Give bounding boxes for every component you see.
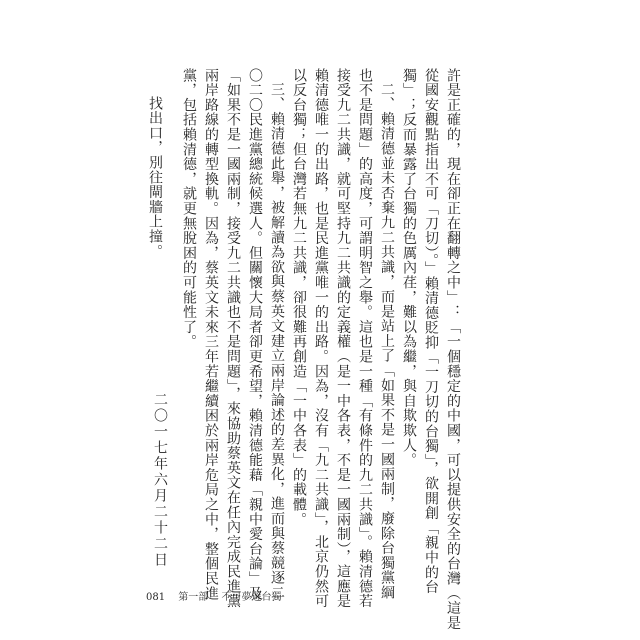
text-line: 找出口，別往閘牆上撞。 xyxy=(147,96,163,259)
text-line: 二、賴清德並未否棄九二共識，而是站上了「如果不是一國兩制，廢除台獨黨綱 xyxy=(379,82,395,600)
section-title: 不可夢遊台獨 xyxy=(221,592,282,603)
text-line: 兩岸路線的轉型換軌。因為，蔡英文未來三年若繼續困於兩岸危局之中，整個民進 xyxy=(203,68,219,601)
text-line: 以反台獨；但台灣若無九二共識，卻很難再創造「一中各表」的載體。 xyxy=(291,68,307,527)
text-line: 從國安觀點指出不可「刀切）。」賴清德貶抑「一刀切的台獨」，欲開創「親中的台 xyxy=(423,68,439,595)
page-footer xyxy=(146,588,291,603)
text-line: 「如果不是一國兩制，接受九二共識也不是問題」，來協助蔡英文在任內完成民進黨 xyxy=(225,68,241,609)
page-number: 081 xyxy=(146,592,166,603)
text-line: 賴清德唯一的出路，也是民進黨唯一的出路。因為，沒有「九二共識」，北京仍然可 xyxy=(313,68,329,609)
text-line: 黨，包括賴清德，就更無脫困的可能性了。 xyxy=(181,68,197,350)
text-line: 也不是問題」的高度，可謂明智之舉。這也是一種「有條件的九二共識」。賴清德若 xyxy=(357,68,373,609)
text-line: 接受九二共識，就可堅持九二共識的定義權（是一中各表，不是一國兩制），這應是 xyxy=(335,68,351,609)
section-label: 第一部 xyxy=(178,592,209,603)
date-line: 二〇一七年六月二十二日 xyxy=(152,392,168,568)
text-line: 許是正確的，現在卻正在翻轉之中」：「一個穩定的中國，可以提供安全的台灣（這是 xyxy=(445,68,461,631)
text-line: 三、賴清德此舉，被解讀為欲與蔡英文建立兩岸論述的差異化，進而與蔡競逐二 xyxy=(269,82,285,600)
text-line: 獨」；反而暴露了台獨的色厲內荏，難以為繼，與自欺欺人。 xyxy=(401,68,417,468)
text-line: 〇二〇民進黨總統候選人。但關懷大局者卻更希望，賴清德能藉「親中愛台論」及 xyxy=(247,68,263,601)
